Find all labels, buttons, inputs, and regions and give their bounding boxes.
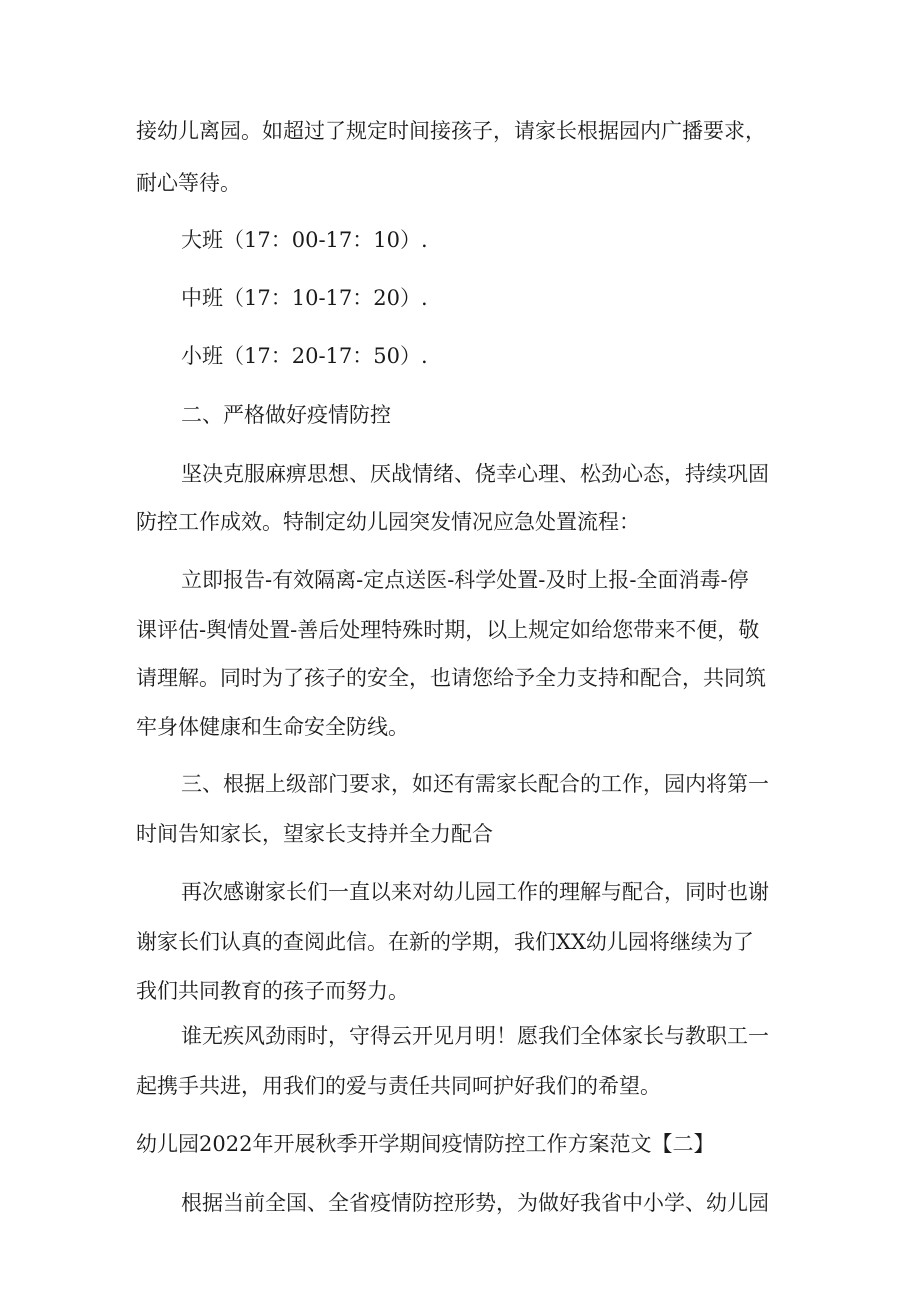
paragraph-line: 立即报告-有效隔离-定点送医-科学处置-及时上报-全面消毒-停 bbox=[181, 568, 749, 592]
schedule-line-small-class: 小班（17：20-17：50）. bbox=[181, 344, 428, 368]
paragraph-line: 谁无疾风劲雨时，守得云开见月明！愿我们全体家长与教职工一 bbox=[181, 1024, 769, 1048]
section-heading: 二、严格做好疫情防控 bbox=[181, 403, 391, 427]
paragraph-line: 请理解。同时为了孩子的安全，也请您给予全力支持和配合，共同筑 bbox=[136, 666, 766, 690]
paragraph-line: 谢家长们认真的查阅此信。在新的学期，我们XX幼儿园将继续为了 bbox=[136, 930, 754, 954]
paragraph-line: 接幼儿离园。如超过了规定时间接孩子，请家长根据园内广播要求， bbox=[136, 119, 766, 143]
schedule-line-large-class: 大班（17：00-17：10）. bbox=[181, 228, 428, 252]
paragraph-line: 课评估-舆情处置-善后处理特殊时期，以上规定如给您带来不便，敬 bbox=[136, 618, 760, 642]
paragraph-line: 再次感谢家长们一直以来对幼儿园工作的理解与配合，同时也谢 bbox=[181, 880, 769, 904]
paragraph-line: 耐心等待。 bbox=[136, 171, 241, 195]
section-heading: 三、根据上级部门要求，如还有需家长配合的工作，园内将第一 bbox=[181, 772, 769, 796]
paragraph-line: 我们共同教育的孩子而努力。 bbox=[136, 979, 409, 1003]
paragraph-line: 坚决克服麻痹思想、厌战情绪、侥幸心理、松劲心态，持续巩固 bbox=[181, 462, 769, 486]
paragraph-line: 时间告知家长，望家长支持并全力配合 bbox=[136, 822, 493, 846]
document-subtitle: 幼儿园2022年开展秋季开学期间疫情防控工作方案范文【二】 bbox=[136, 1132, 715, 1156]
schedule-line-middle-class: 中班（17：10-17：20）. bbox=[181, 286, 428, 310]
paragraph-line: 防控工作成效。特制定幼儿园突发情况应急处置流程： bbox=[136, 510, 640, 534]
paragraph-line: 起携手共进，用我们的爱与责任共同呵护好我们的希望。 bbox=[136, 1074, 661, 1098]
paragraph-line: 牢身体健康和生命安全防线。 bbox=[136, 715, 409, 739]
paragraph-line: 根据当前全国、全省疫情防控形势，为做好我省中小学、幼儿园 bbox=[181, 1191, 769, 1215]
